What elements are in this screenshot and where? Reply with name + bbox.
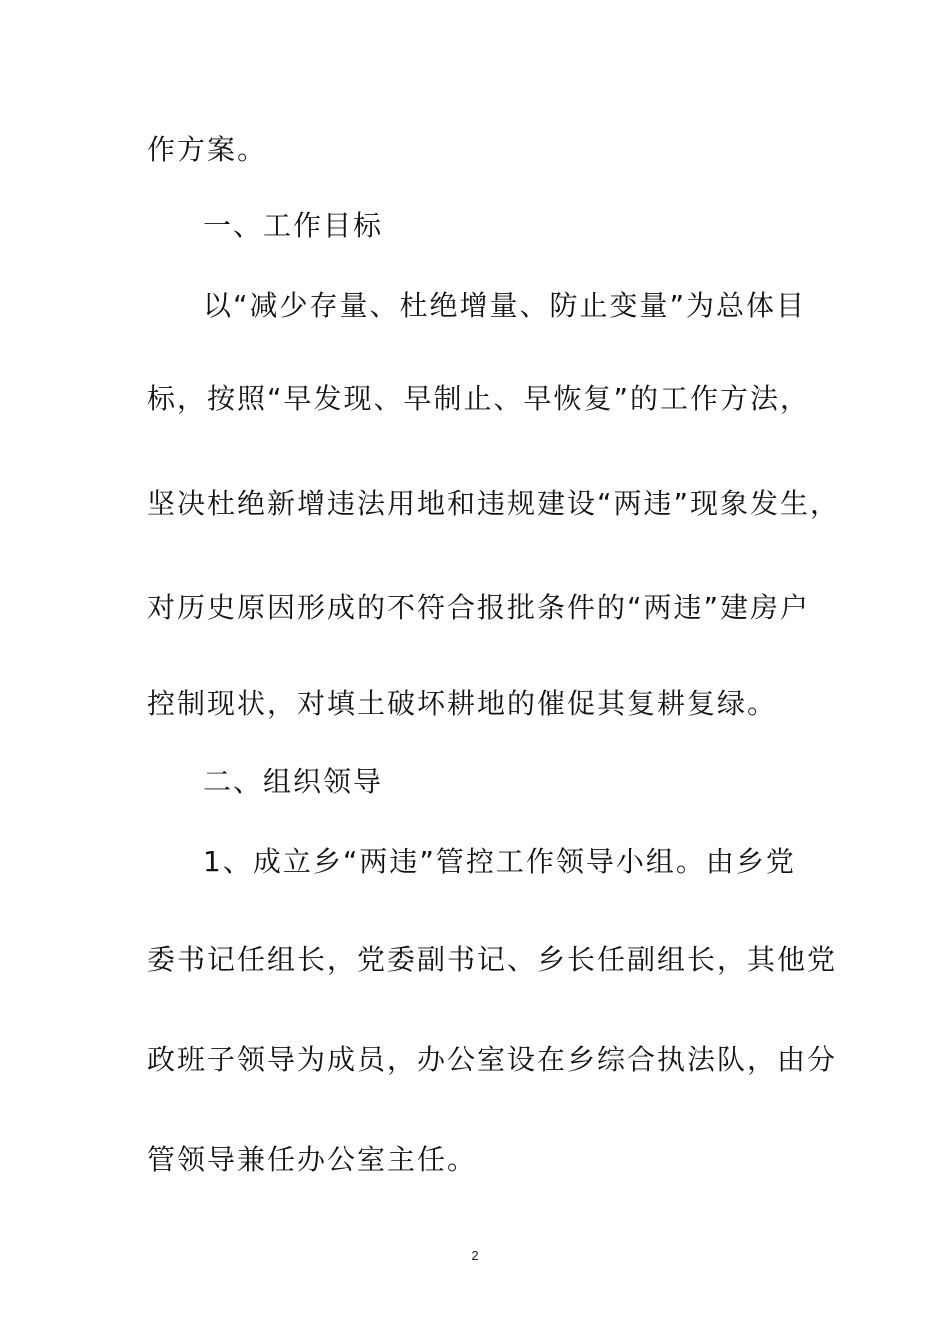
paragraph-line: 坚决杜绝新增违法用地和违规建设“两违”现象发生，	[147, 487, 841, 520]
section-heading-leadership: 二、组织领导	[203, 765, 384, 798]
paragraph-line: 作方案。	[147, 133, 268, 166]
paragraph-line: 对历史原因形成的不符合报批条件的“两违”建房户	[147, 591, 811, 624]
paragraph-line: 1、成立乡“两违”管控工作领导小组。由乡党	[203, 845, 796, 878]
page-number: 2	[471, 1248, 479, 1263]
section-heading-goals: 一、工作目标	[203, 209, 384, 242]
paragraph-line: 标，按照“早发现、早制止、早恢复”的工作方法，	[147, 382, 811, 415]
paragraph-line: 以“减少存量、杜绝增量、防止变量”为总体目	[203, 289, 807, 322]
paragraph-line: 委书记任组长，党委副书记、乡长任副组长，其他党	[147, 943, 838, 976]
paragraph-line: 管领导兼任办公室主任。	[147, 1143, 478, 1176]
paragraph-line: 政班子领导为成员，办公室设在乡综合执法队，由分	[147, 1043, 838, 1076]
paragraph-line: 控制现状，对填土破坏耕地的催促其复耕复绿。	[147, 687, 778, 720]
